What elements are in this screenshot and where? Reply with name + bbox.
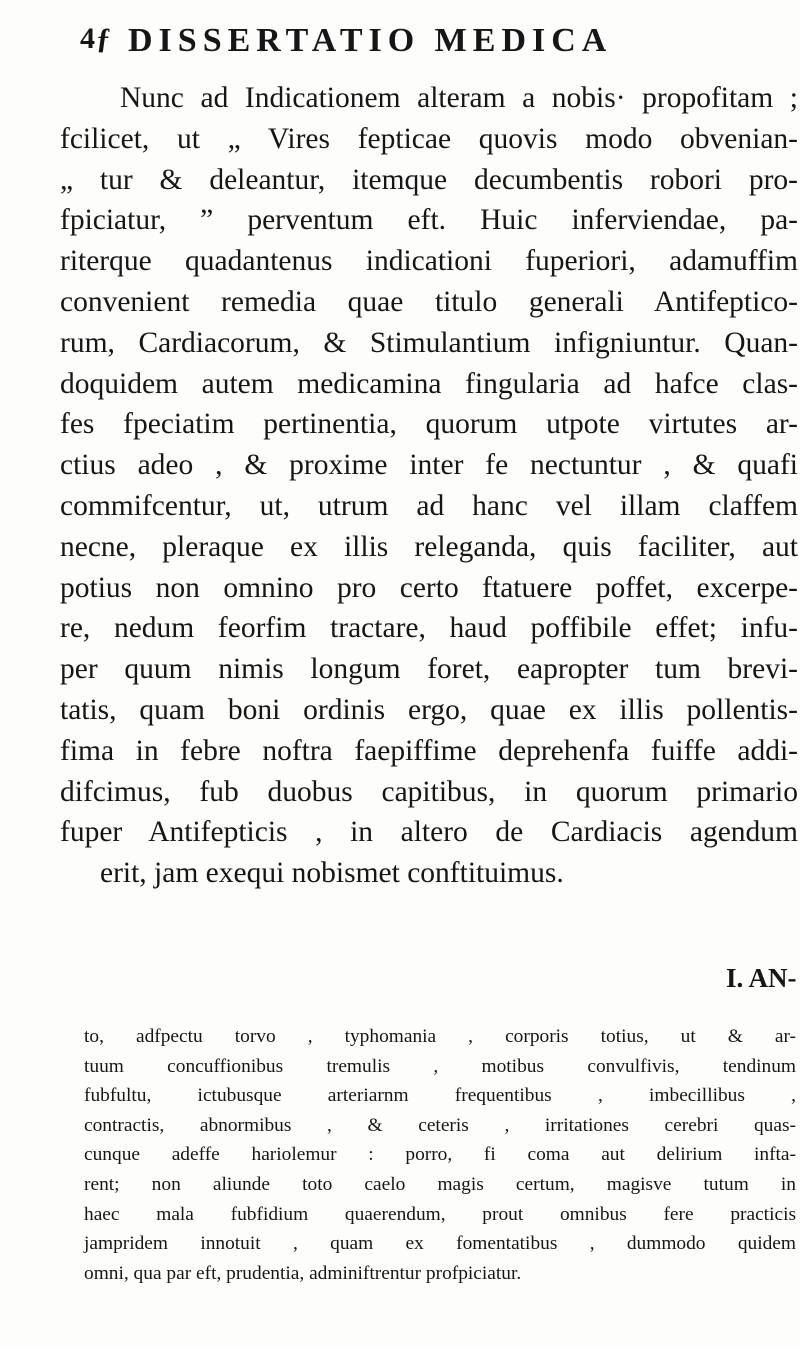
main-paragraph xyxy=(60,78,798,894)
text-line: fpiciatur, ” perventum eft. Huic inferviendae, pa- xyxy=(60,204,798,237)
page-number: 4ƒ xyxy=(80,22,112,55)
text-line: difcimus, fub duobus capitibus, in quorum primario xyxy=(60,775,798,808)
text-line: erit, jam exequi nobismet conftituimus. xyxy=(100,857,564,890)
running-head: DISSERTATIO MEDICA xyxy=(128,22,613,59)
text-line: rum, Cardiacorum, & Stimulantium infigniuntur. Quan- xyxy=(60,326,798,359)
text-line: riterque quadantenus indicationi fuperiori, adamuffim xyxy=(60,245,798,278)
text-line: fes fpeciatim pertinentia, quorum utpote virtutes ar- xyxy=(60,408,798,441)
footnote-line: cunque adeffe hariolemur : porro, fi coma aut delirium infta- xyxy=(84,1144,796,1166)
footnote-line: haec mala fubfidium quaerendum, prout omnibus fere practicis xyxy=(84,1203,796,1225)
text-line: necne, pleraque ex illis releganda, quis faciliter, aut xyxy=(60,530,798,563)
catchword: I. AN- xyxy=(726,963,797,993)
text-line: doquidem autem medicamina fingularia ad hafce clas- xyxy=(60,367,798,400)
text-line: re, nedum feorfim tractare, haud poffibile effet; infu- xyxy=(60,612,798,645)
text-line: convenient remedia quae titulo generali Antifeptico- xyxy=(60,285,798,318)
text-line: ctius adeo , & proxime inter fe nectuntur , & quafi xyxy=(60,449,798,482)
text-line: tatis, quam boni ordinis ergo, quae ex illis pollentis- xyxy=(60,693,798,726)
page-header xyxy=(80,18,800,68)
footnote-line: contractis, abnormibus , & ceteris , irritationes cerebri quas- xyxy=(84,1114,796,1136)
footnote-line: omni, qua par eft, prudentia, adminiftrentur profpiciatur. xyxy=(84,1262,522,1284)
text-line: Nunc ad Indicationem alteram a nobis· propofitam ; xyxy=(120,82,798,114)
footnote-line: fubfultu, ictubusque arteriarnm frequentibus , imbecillibus , xyxy=(84,1085,796,1107)
text-line: potius non omnino pro certo ftatuere poffet, excerpe- xyxy=(60,571,798,604)
footnote-line: tuum concuffionibus tremulis , motibus convulfivis, tendinum xyxy=(84,1055,796,1077)
footnote-line: to, adfpectu torvo , typhomania , corporis totius, ut & ar- xyxy=(84,1026,796,1047)
text-line: per quum nimis longum foret, eapropter tum brevi- xyxy=(60,653,798,686)
text-line: fuper Antifepticis , in altero de Cardiacis agendum xyxy=(60,816,798,849)
text-line: fima in febre noftra faepiffime deprehenfa fuiffe addi- xyxy=(60,734,798,767)
footnote-line: jampridem innotuit , quam ex fomentatibus , dummodo quidem xyxy=(84,1233,796,1255)
text-line: commifcentur, ut, utrum ad hanc vel illam claffem xyxy=(60,489,798,522)
footnote xyxy=(84,1022,796,1288)
text-line: fcilicet, ut „ Vires fepticae quovis modo obvenian- xyxy=(60,122,798,155)
footnote-line: rent; non aliunde toto caelo magis certum, magisve tutum in xyxy=(84,1173,796,1195)
text-line: „ tur & deleantur, itemque decumbentis robori pro- xyxy=(60,163,798,196)
